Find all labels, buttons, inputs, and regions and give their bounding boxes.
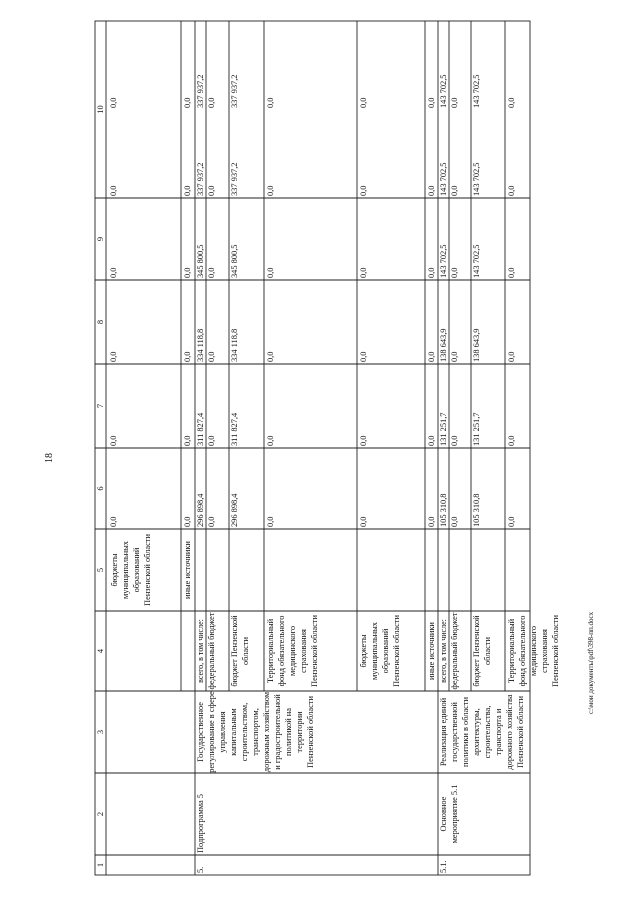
row-value: 0,0: [507, 351, 516, 362]
header-col-6: 6: [96, 486, 105, 491]
event-name: Основное мероприятие 5.1: [439, 784, 459, 844]
row-source: иные источники: [427, 622, 436, 680]
row-value: 0,0: [266, 516, 275, 527]
row-value: 138 643,9: [439, 328, 448, 362]
row-value: 0,0: [507, 435, 516, 446]
header-col-7: 7: [96, 403, 105, 409]
row-source: бюджеты муниципальных образований Пензенской области: [110, 534, 152, 606]
row-value: 0,0: [359, 185, 368, 196]
row-value: 0,0: [183, 435, 192, 446]
row-value: 143 702,5: [439, 162, 448, 196]
row-value: 131 251,7: [472, 412, 481, 446]
row-value: 0,0: [207, 267, 216, 278]
row-value: 0,0: [266, 267, 275, 278]
row-value: 296 898,4: [196, 493, 205, 527]
row-value: 0,0: [266, 435, 275, 446]
header-col-2: 2: [96, 811, 105, 817]
row-value: 0,0: [183, 97, 192, 108]
row-source: бюджеты муниципальных образований Пензенской области: [359, 615, 401, 687]
row-value: 105 310,8: [472, 493, 481, 527]
row-source: федеральный бюджет: [207, 612, 216, 690]
row-source: федеральный бюджет: [450, 612, 459, 690]
program-executor: Государственное регулирование в сфере управления капитальным строительством, транспортом, дорожным хозяйством и градостроительной политикой на территории Пензенской области: [196, 691, 315, 773]
row-value: 311 827,4: [196, 412, 205, 446]
row-source: иные источники: [183, 541, 192, 599]
row-value: 0,0: [507, 267, 516, 278]
row-value: 311 827,4: [230, 412, 239, 446]
row-value: 0,0: [183, 516, 192, 527]
row-value: 0,0: [450, 185, 459, 196]
header-col-10: 10: [96, 105, 105, 114]
row-value: 0,0: [109, 97, 118, 108]
row-value: 0,0: [109, 435, 118, 446]
row-value: 0,0: [450, 435, 459, 446]
budget-table: [95, 21, 560, 875]
row-value: 337 937,2: [196, 74, 205, 108]
row-value: 0,0: [450, 516, 459, 527]
row-value: 143 702,5: [439, 74, 448, 108]
header-col-4: 4: [96, 648, 105, 654]
row-value: 0,0: [109, 351, 118, 362]
row-source: бюджет Пензенской области: [230, 615, 250, 687]
row-value: 0,0: [450, 97, 459, 108]
row-value: 0,0: [427, 351, 436, 362]
row-value: 0,0: [507, 185, 516, 196]
row-value: 0,0: [266, 185, 275, 196]
row-value: 0,0: [207, 351, 216, 362]
header-col-5: 5: [96, 567, 105, 573]
row-value: 143 702,5: [472, 162, 481, 196]
row-value: 0,0: [359, 97, 368, 108]
row-value: 334 118,8: [196, 328, 205, 362]
row-source: Территориальный фонд обязательного медицинского страхования Пензенской области: [266, 615, 319, 687]
row-value: 0,0: [450, 351, 459, 362]
row-value: 0,0: [207, 97, 216, 108]
row-value: 345 800,5: [230, 244, 239, 278]
row-value: 0,0: [207, 516, 216, 527]
header-col-9: 9: [96, 236, 105, 242]
row-value: 0,0: [359, 435, 368, 446]
program-number: 5.: [196, 866, 205, 873]
row-value: 0,0: [507, 516, 516, 527]
row-value: 0,0: [427, 97, 436, 108]
row-value: 0,0: [183, 267, 192, 278]
header-col-3: 3: [96, 729, 105, 735]
row-value: 0,0: [427, 435, 436, 446]
row-value: 0,0: [266, 97, 275, 108]
row-value: 0,0: [109, 185, 118, 196]
row-source: всего, в том числе:: [439, 619, 448, 683]
row-value: 0,0: [427, 267, 436, 278]
row-value: 334 118,8: [230, 328, 239, 362]
row-value: 0,0: [359, 351, 368, 362]
row-value: 0,0: [359, 516, 368, 527]
row-value: 105 310,8: [439, 493, 448, 527]
row-value: 131 251,7: [439, 412, 448, 446]
row-value: 345 800,5: [196, 244, 205, 278]
row-value: 337 937,2: [230, 74, 239, 108]
row-value: 143 702,5: [472, 244, 481, 278]
row-value: 0,0: [109, 267, 118, 278]
header-col-8: 8: [96, 319, 105, 325]
row-value: 296 898,4: [230, 493, 239, 527]
row-value: 0,0: [450, 267, 459, 278]
event-number: 5.1.: [439, 860, 448, 873]
row-value: 337 937,2: [196, 162, 205, 196]
row-value: 0,0: [507, 97, 516, 108]
footer-file-path: c:\мои документы\pdf\398-пп.docx: [587, 611, 595, 714]
header-col-1: 1: [96, 862, 105, 868]
row-value: 0,0: [427, 516, 436, 527]
row-value: 0,0: [359, 267, 368, 278]
row-source: всего, в том числе:: [196, 619, 205, 683]
page-number: 18: [44, 453, 55, 463]
row-value: 143 702,5: [439, 244, 448, 278]
row-value: 0,0: [207, 185, 216, 196]
row-value: 0,0: [183, 351, 192, 362]
row-value: 0,0: [109, 516, 118, 527]
row-value: 0,0: [183, 185, 192, 196]
row-source: бюджет Пензенской области: [472, 615, 492, 687]
row-source: Территориальный фонд обязательного медицинского страхования Пензенской области: [507, 615, 560, 687]
row-value: 0,0: [266, 351, 275, 362]
program-name: Подпрограмма 5: [196, 794, 205, 853]
row-value: 337 937,2: [230, 162, 239, 196]
row-value: 0,0: [427, 185, 436, 196]
row-value: 143 702,5: [472, 74, 481, 108]
event-executor: Реализация единой государственной политики в области архитектуры, строительства, транспорта и дорожного хозяйства Пензенской области: [439, 694, 525, 770]
row-value: 0,0: [207, 435, 216, 446]
row-value: 138 643,9: [472, 328, 481, 362]
